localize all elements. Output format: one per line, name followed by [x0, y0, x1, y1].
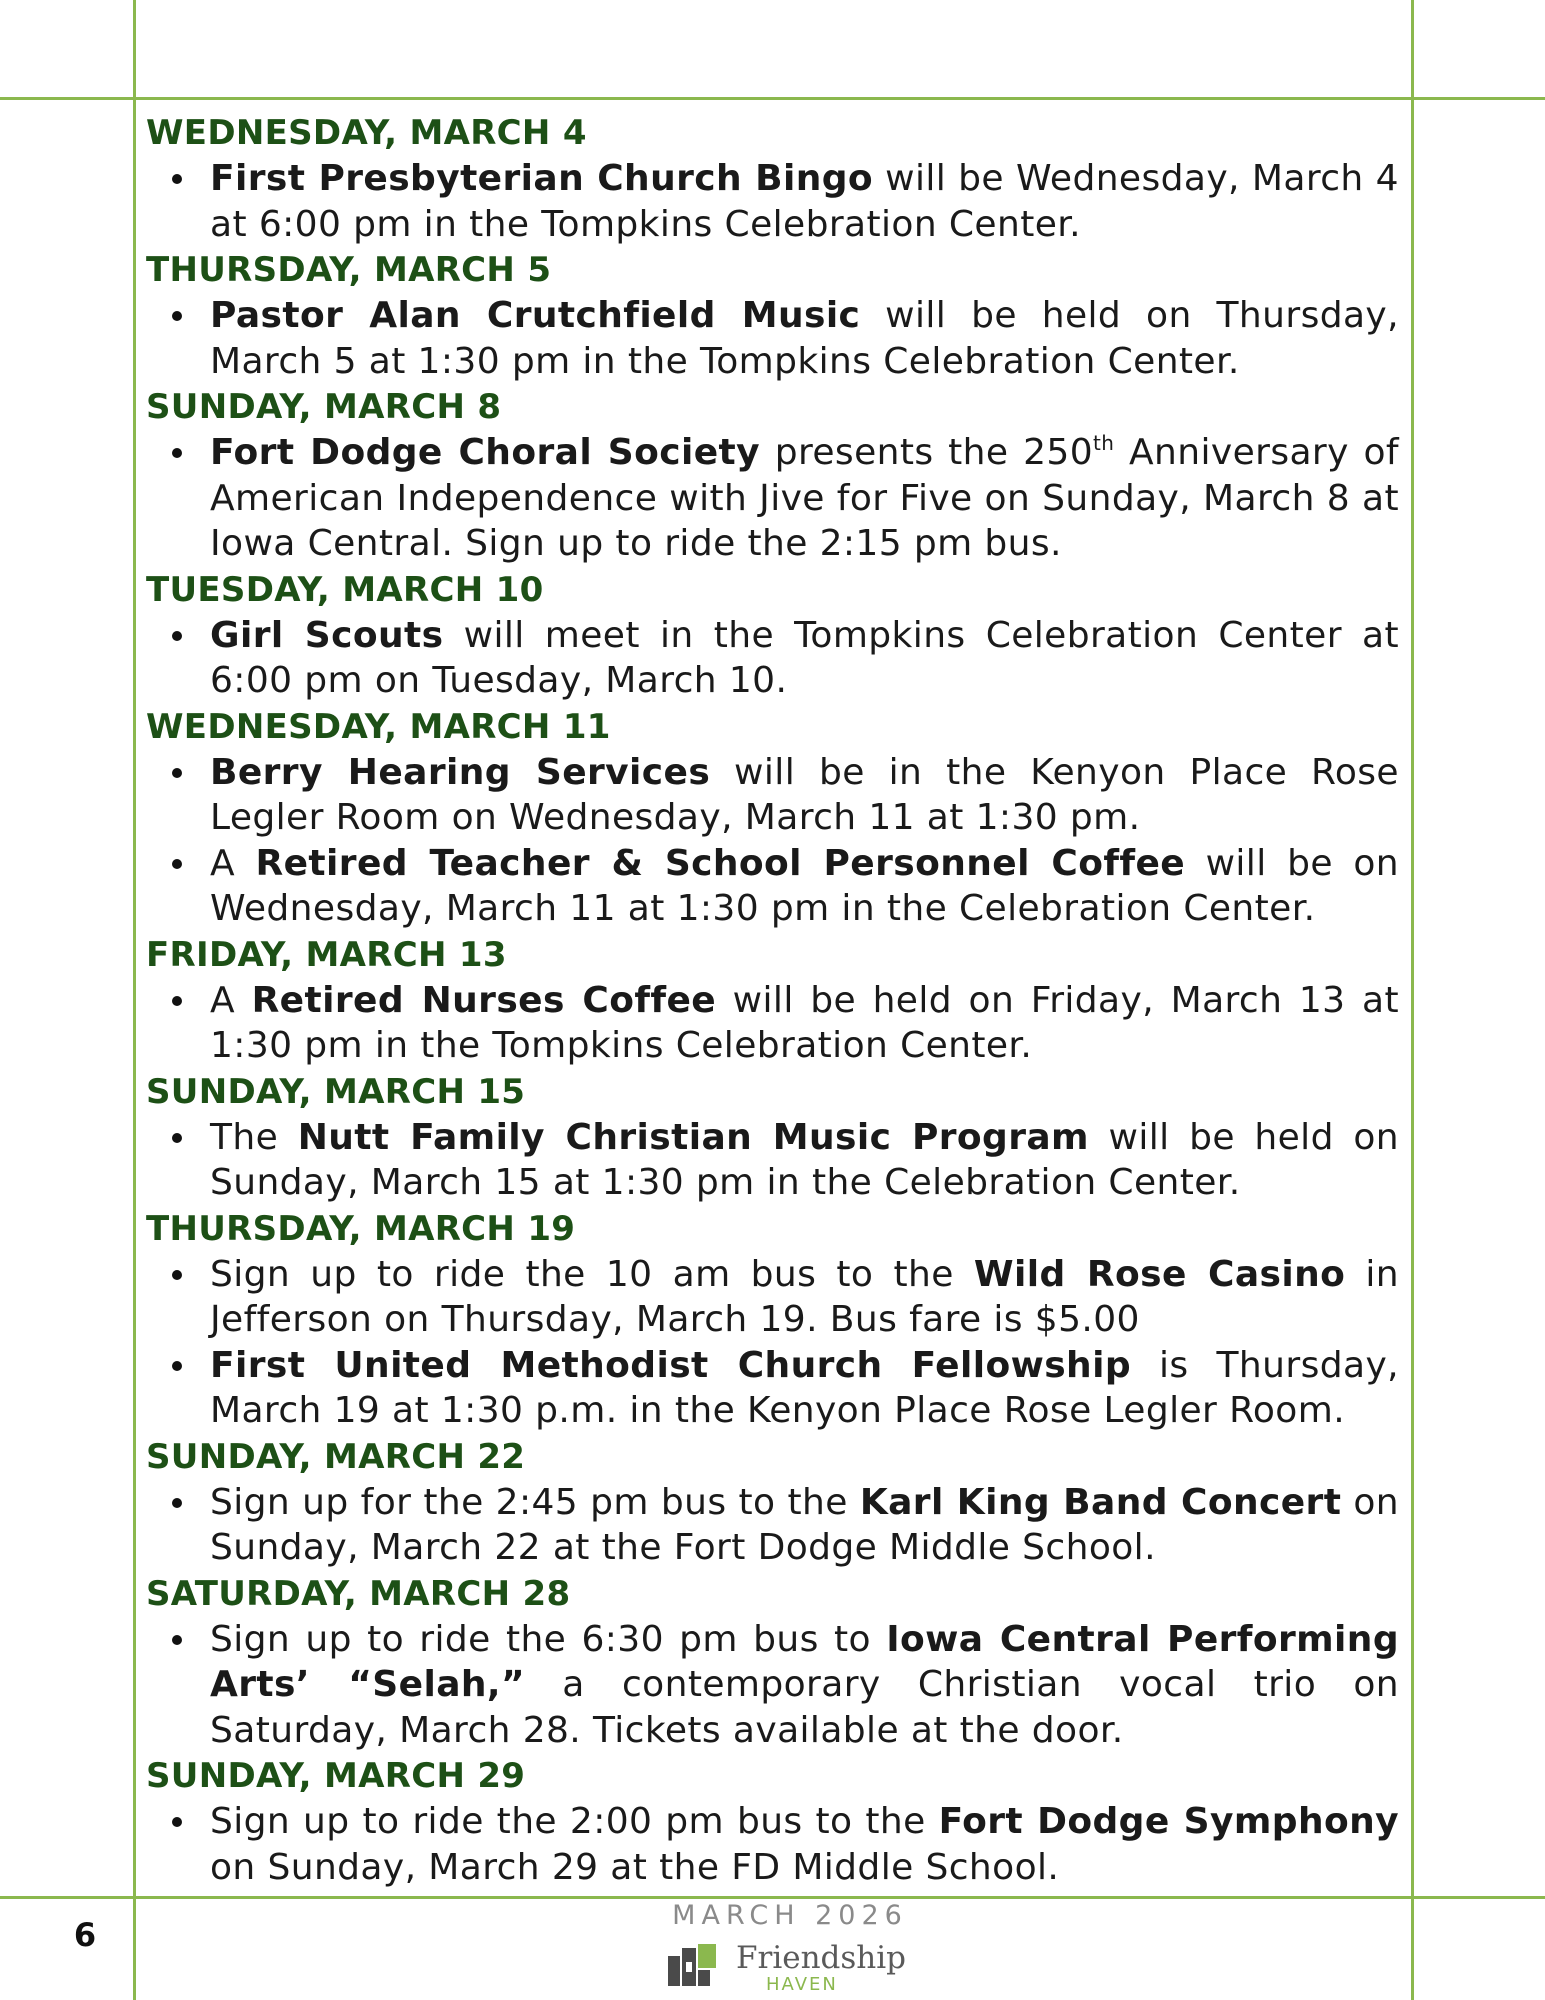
event-item [146, 613, 1399, 704]
event-text: The [210, 1116, 298, 1158]
day-heading: WEDNESDAY, MARCH 4 [146, 113, 587, 153]
day-heading: SUNDAY, MARCH 29 [146, 1756, 526, 1796]
event-text: a contemporary Christian vocal trio on Saturday, March 28. Tickets available at the door. [210, 1664, 1400, 1751]
grid-line-right [1411, 0, 1414, 2000]
event-title: Wild Rose Casino [973, 1253, 1346, 1295]
event-item [146, 156, 1399, 247]
event-text: Sign up to ride the 6:30 pm bus to [210, 1618, 887, 1660]
logo-name: Friendship [736, 1940, 907, 1976]
event-list [146, 978, 1399, 1069]
event-title: Berry Hearing Services [210, 751, 711, 793]
day-heading: THURSDAY, MARCH 19 [146, 1208, 576, 1249]
day-heading: SUNDAY, MARCH 15 [146, 1071, 526, 1112]
grid-line-left [133, 0, 136, 2000]
event-list [146, 293, 1399, 384]
event-title: First Presbyterian Church Bingo [210, 158, 874, 199]
footer-date: MARCH 2026 [672, 1900, 908, 1931]
friendship-haven-logo [668, 1940, 918, 1996]
logo-subtitle: HAVEN [766, 1974, 838, 1995]
grid-line-top [0, 97, 1545, 100]
event-text: A [210, 979, 252, 1021]
event-list [146, 1480, 1399, 1571]
event-text: will meet in the Tompkins Celebration Center at 6:00 pm on Tuesday, March 10. [210, 614, 1399, 701]
event-list [146, 1115, 1399, 1206]
event-list [146, 430, 1399, 567]
day-heading: SUNDAY, MARCH 8 [146, 387, 502, 427]
event-text: will be held on Sunday, March 15 at 1:30 pm in the Celebration Center. [210, 1116, 1399, 1203]
event-text: on Sunday, March 22 at the Fort Dodge Middle School. [210, 1481, 1399, 1568]
day-heading: TUESDAY, MARCH 10 [146, 569, 544, 610]
event-title: Retired Nurses Coffee [251, 979, 717, 1021]
event-text: will be Wednesday, March 4 at 6:00 pm in the Tompkins Celebration Center. [210, 158, 1399, 245]
event-title: Iowa Central Performing Arts’ “Selah,” [210, 1618, 1399, 1705]
event-title: Retired Teacher & School Personnel Coffee [255, 842, 1186, 884]
event-item [146, 293, 1399, 384]
event-item [146, 1252, 1399, 1343]
page-number: 6 [73, 1916, 97, 1954]
day-heading: SATURDAY, MARCH 28 [146, 1573, 571, 1614]
event-title: Pastor Alan Crutchfield Music [210, 295, 861, 336]
event-text: presents the 250 [760, 432, 1094, 473]
event-title: First United Methodist Church Fellowship [210, 1344, 1131, 1386]
event-title: Karl King Band Concert [859, 1481, 1342, 1523]
event-item [146, 978, 1399, 1069]
day-heading: FRIDAY, MARCH 13 [146, 934, 507, 975]
event-text: in Jefferson on Thursday, March 19. Bus fare is $5.00 [210, 1253, 1399, 1340]
grid-line-bottom [0, 1896, 1545, 1899]
event-list [146, 156, 1399, 247]
event-item [146, 1617, 1399, 1754]
day-heading: SUNDAY, MARCH 22 [146, 1436, 526, 1477]
event-schedule [146, 110, 1399, 1890]
event-text: will be held on Friday, March 13 at 1:30 pm in the Tompkins Celebration Center. [210, 979, 1399, 1066]
event-item [146, 841, 1399, 932]
event-text: A [210, 842, 256, 884]
event-item [146, 430, 1399, 567]
superscript: th [1093, 431, 1115, 455]
event-list [146, 613, 1399, 704]
event-text: Anniversary of American Independence with Jive for Five on Sunday, March 8 at Iowa Central. Sign up to ride the 2:15 pm bus. [210, 432, 1399, 564]
event-title: Fort Dodge Choral Society [210, 432, 761, 473]
event-text: on Sunday, March 29 at the FD Middle School. [210, 1846, 1060, 1888]
event-list [146, 1252, 1399, 1434]
event-list [146, 750, 1399, 932]
event-text: Sign up for the 2:45 pm bus to the [210, 1481, 860, 1523]
event-text: Sign up to ride the 10 am bus to the [210, 1253, 974, 1295]
event-item [146, 1343, 1399, 1434]
event-text: Sign up to ride the 2:00 pm bus to the [210, 1801, 939, 1842]
friendship-haven-logo-icon [668, 1942, 728, 1994]
event-item [146, 750, 1399, 841]
event-text: will be in the Kenyon Place Rose Legler Room on Wednesday, March 11 at 1:30 pm. [210, 751, 1399, 838]
event-list [146, 1617, 1399, 1754]
event-item [146, 1115, 1399, 1206]
event-title: Girl Scouts [210, 614, 444, 656]
event-item [146, 1799, 1399, 1890]
event-item [146, 1480, 1399, 1571]
event-list [146, 1799, 1399, 1890]
event-title: Nutt Family Christian Music Program [297, 1116, 1089, 1158]
day-heading: THURSDAY, MARCH 5 [146, 250, 552, 290]
day-heading: WEDNESDAY, MARCH 11 [146, 706, 611, 747]
event-text: will be held on Thursday, March 5 at 1:30 pm in the Tompkins Celebration Center. [210, 295, 1399, 382]
event-text: is Thursday, March 19 at 1:30 p.m. in the Kenyon Place Rose Legler Room. [210, 1344, 1399, 1431]
event-text: will be on Wednesday, March 11 at 1:30 pm in the Celebration Center. [210, 842, 1399, 929]
event-title: Fort Dodge Symphony [938, 1801, 1399, 1842]
